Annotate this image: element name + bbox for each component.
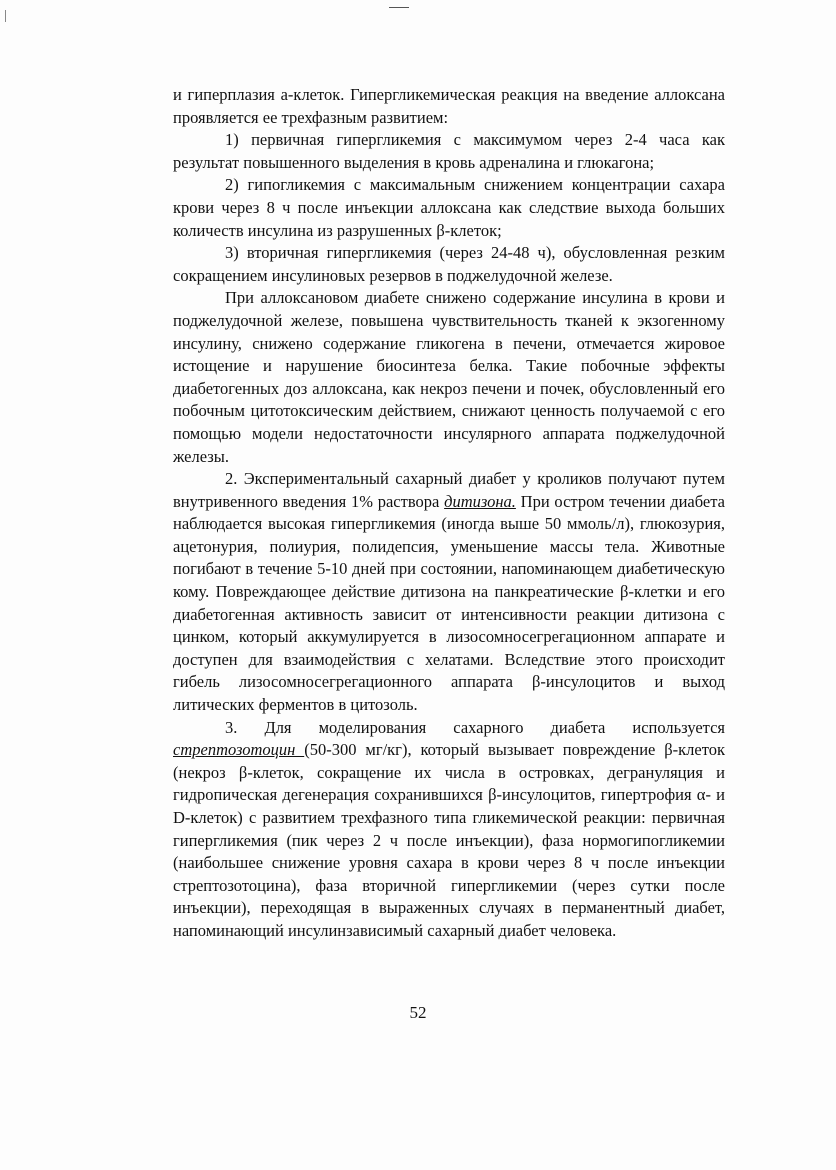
page-number: 52 bbox=[409, 1003, 427, 1022]
paragraph-continuation: и гиперплазия а-клеток. Гипергликемическая реакция на введение аллоксана проявляется ее трехфазным развитием: bbox=[173, 85, 725, 127]
paragraph-streptozotocin bbox=[173, 717, 725, 943]
paragraph-alloxan-diabetes: При аллоксановом диабете снижено содержание инсулина в крови и поджелудочной железе, повышена чувствительность тканей к экзогенному инсулину, снижено содержание гликогена в печени, отмечается жировое истощение и нарушение биосинтеза белка. Такие побочные эффекты диабетогенных доз аллоксана, как некроз печени и почек, обусловленный его побочным цитотоксическим действием, снижают ценность получаемой с его помощью модели недостаточности инсулярного аппарата поджелудочной железы. bbox=[173, 288, 725, 466]
paragraph-dithizone-rest: При остром течении диабета наблюдается высокая гипергликемия (иногда выше 50 ммоль/л), глюкозурия, ацетонурия, полиурия, полидепсия, уменьшение массы тела. Животные погибают в течение 5-10 дней при состоянии, напоминающем диабетическую кому. Повреждающее действие дитизона на панкреатические β-клетки и его диабетогенная активность зависит от интенсивности реакции дитизона с цинком, который аккумулируется в лизосомносегрегационном аппарате и доступен для взаимодействия с хелатами. Вследствие этого происходит гибель лизосомносегрегационного аппарата β-инсулоцитов и выход литических ферментов в цитозоль. bbox=[173, 491, 725, 715]
top-margin-mark bbox=[389, 7, 409, 8]
list-item-phase-2: 2) гипогликемия с максимальным снижением концентрации сахара крови через 8 ч после инъекции аллоксана как следствие выхода больших количеств инсулина из разрушенных β-клеток; bbox=[173, 175, 725, 240]
paragraph-streptozotocin-rest: (50-300 мг/кг), который вызывает повреждение β-клеток (некроз β-клеток, сокращение их числа в островках, дегрануляция и гидропическая дегенерация сохранившихся β-инсулоцитов, гипертрофия α- и D-клеток) с развитием трехфазного типа гликемической реакции: первичная гипергликемия (пик через 2 ч после инъекции), фаза нормогипогликемии (наибольшее снижение уровня сахара в крови через 8 ч после инъекции стрептозотоцина), фаза вторичной гипергликемии (через сутки после инъекции), переходящая в выраженных случаях в перманентный диабет, напоминающий инсулинзависимый сахарный диабет человека. bbox=[173, 740, 725, 940]
paragraph-dithizone bbox=[173, 468, 725, 717]
paragraph-streptozotocin-start: 3. Для моделирования сахарного диабета используется bbox=[225, 717, 725, 737]
body-text bbox=[173, 84, 725, 943]
term-streptozotocin: стрептозотоцин bbox=[173, 740, 305, 760]
paragraph-dithizone-start: 2. Экспериментальный сахарный диабет у кроликов получают путем внутривенного введения 1% раствора bbox=[173, 469, 725, 511]
left-margin-mark bbox=[5, 10, 6, 22]
term-dithizone: дитизона. bbox=[444, 491, 516, 511]
list-item-phase-3: 3) вторичная гипергликемия (через 24-48 ч), обусловленная резким сокращением инсулиновых резервов в поджелудочной железе. bbox=[173, 243, 725, 285]
list-item-phase-1: 1) первичная гипергликемия с максимумом через 2-4 часа как результат повышенного выделения в кровь адреналина и глюкагона; bbox=[173, 130, 725, 172]
